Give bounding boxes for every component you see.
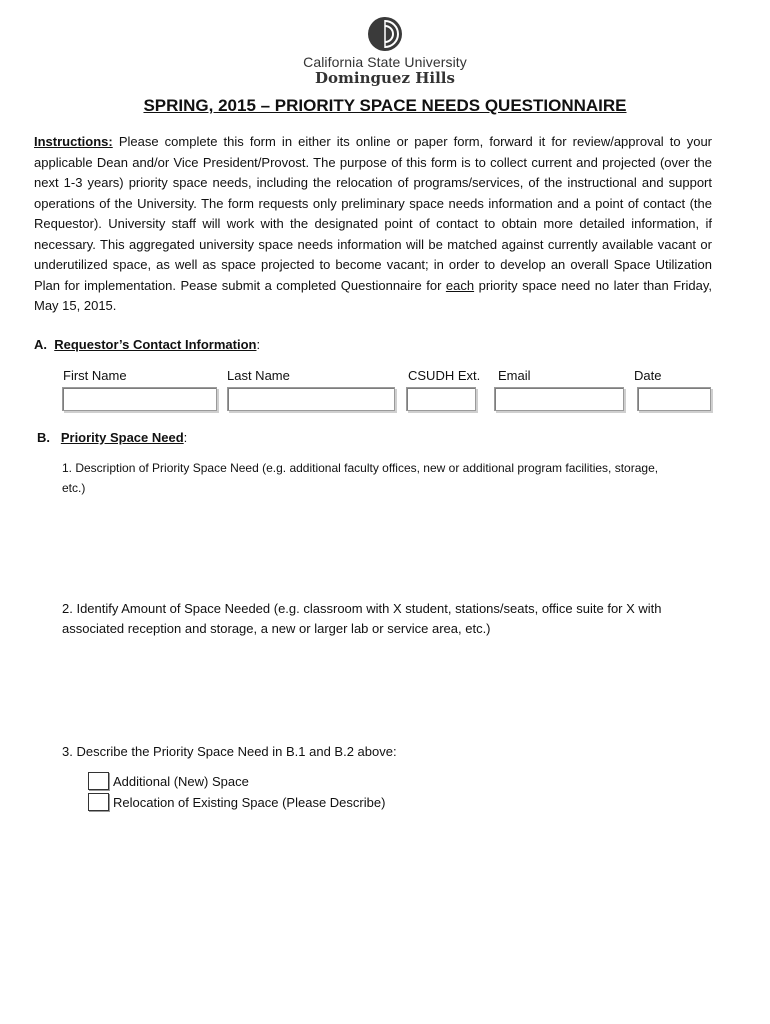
last-name-label: Last Name	[227, 368, 290, 383]
relocation-checkbox[interactable]	[88, 793, 109, 811]
instructions-tail: priority space need no later than Friday, May 15, 2015.	[34, 277, 712, 313]
instructions-paragraph	[34, 132, 712, 317]
ext-input[interactable]	[406, 387, 476, 411]
section-b-letter: B.	[37, 430, 50, 445]
email-input[interactable]	[494, 387, 624, 411]
date-input[interactable]	[637, 387, 711, 411]
instructions-each: each	[445, 277, 475, 293]
additional-space-label: Additional (New) Space	[113, 774, 249, 789]
instructions-label: Instructions:	[34, 134, 113, 149]
question-b2: 2. Identify Amount of Space Needed (e.g. classroom with X student, stations/seats, office suite for X with associated reception and storage, a new or larger lab or service area, etc.)	[62, 601, 662, 636]
section-a-colon: :	[256, 337, 261, 352]
section-b-label: Priority Space Need	[60, 430, 184, 445]
instructions-text: Please complete this form in either its online or paper form, forward it for review/approval to your applicable Dean and/or Vice President/Provost. The purpose of this form is to collect current and projected (over the next 1-3 years) priority space needs, including the relocation of programs/services, of the instructional and support operations of the University. The form requests only preliminary space needs information and a point of contact (the Requestor). University staff will work with the designated point of contact to obtain more detailed information, if necessary. This aggregated university space needs information will be matched against currently available vacant or underutilized space, as well as space projected to become vacant; in order to develop an overall Space Utilization Plan for implementation. Pease submit a completed Questionnaire for	[34, 134, 712, 293]
campus-name: Dominguez Hills	[315, 69, 455, 87]
first-name-label: First Name	[63, 368, 127, 383]
relocation-label: Relocation of Existing Space (Please Describe)	[113, 795, 386, 810]
university-seal-icon	[367, 16, 403, 52]
ext-label: CSUDH Ext.	[408, 368, 481, 383]
section-a-letter: A.	[34, 337, 47, 352]
last-name-input[interactable]	[227, 387, 395, 411]
section-b-heading	[37, 430, 187, 445]
section-a-heading	[34, 337, 260, 352]
university-logo	[290, 16, 480, 86]
email-label: Email	[498, 368, 531, 383]
question-b3: 3. Describe the Priority Space Need in B.1 and B.2 above:	[62, 744, 397, 759]
question-b1: 1. Description of Priority Space Need (e.g. additional faculty offices, new or additional program facilities, storage, etc.)	[62, 461, 659, 495]
university-name: California State University	[303, 54, 467, 70]
section-a-label: Requestor’s Contact Information	[54, 337, 257, 352]
page-title: SPRING, 2015 – PRIORITY SPACE NEEDS QUESTIONNAIRE	[143, 96, 627, 115]
section-b-colon: :	[183, 430, 188, 445]
additional-space-checkbox[interactable]	[88, 772, 109, 790]
date-label: Date	[634, 368, 662, 383]
first-name-input[interactable]	[62, 387, 217, 411]
